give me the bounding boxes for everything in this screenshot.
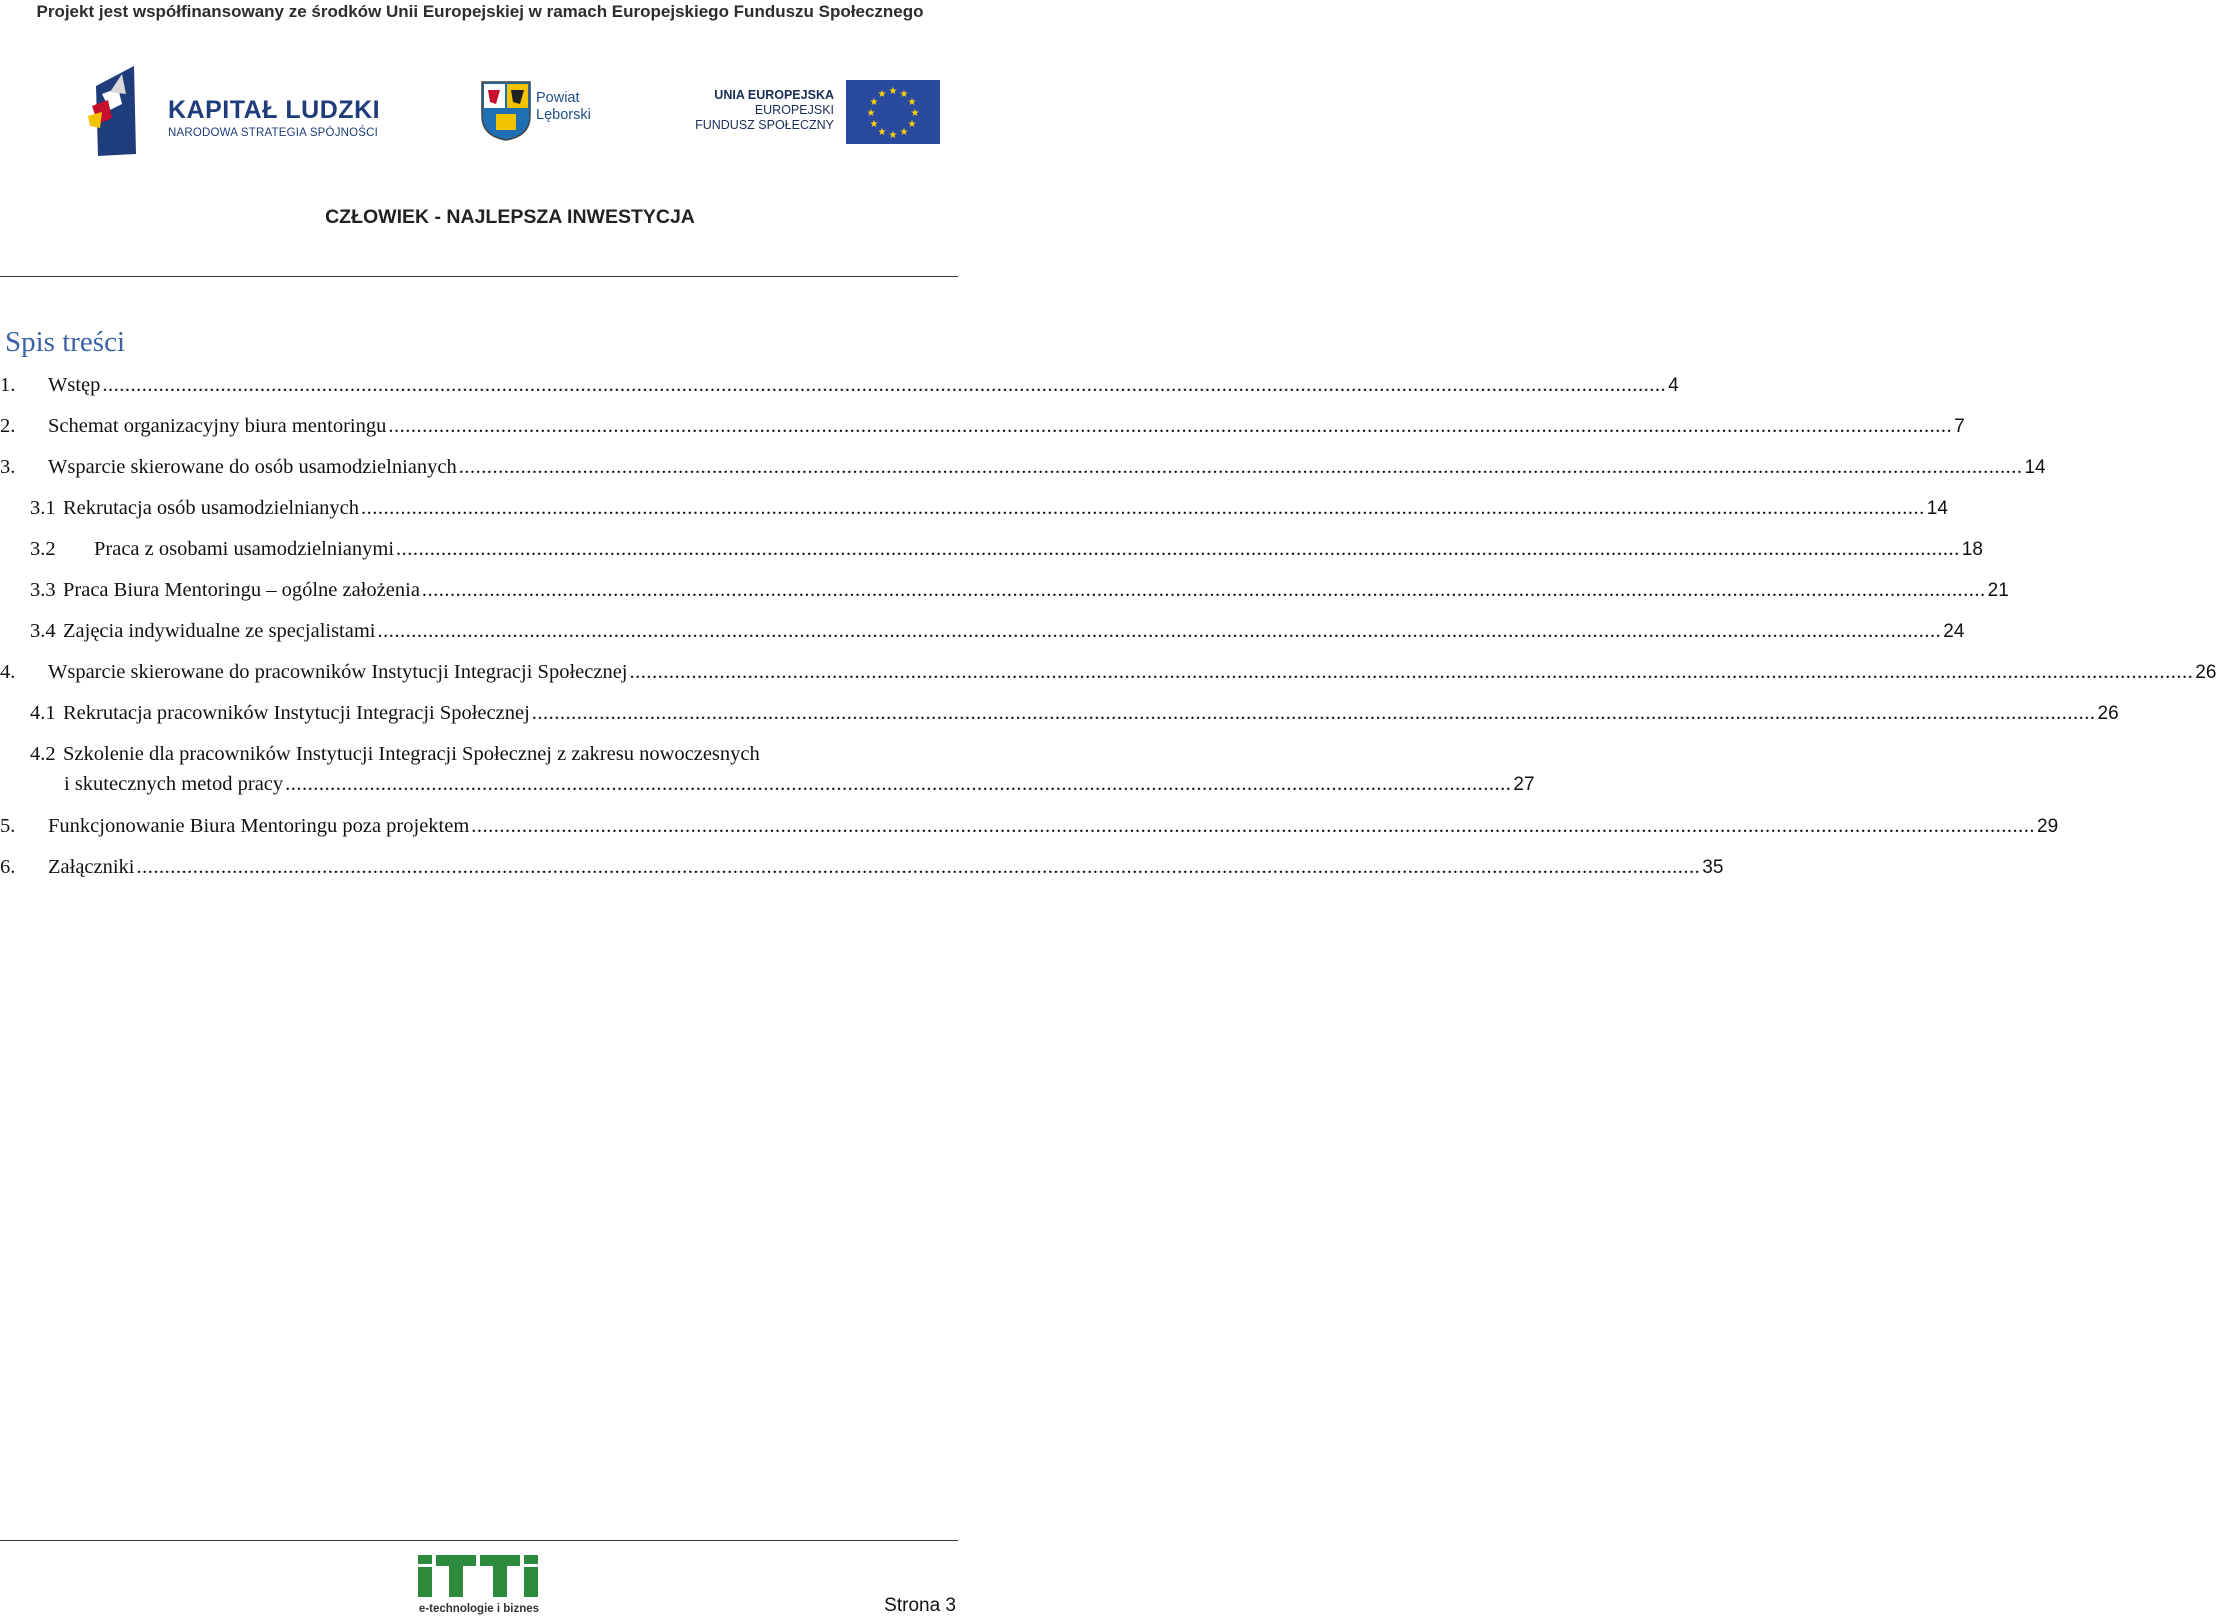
powiat-name [536,90,591,124]
eu-line3: FUNDUSZ SPOŁECZNY [695,118,834,132]
toc-entry-number: 2. [0,415,16,437]
toc-entry-number: 4.1 [30,702,56,724]
toc-entry-title: Praca Biura Mentoringu – ogólne założenia [63,579,420,601]
toc-entry-number: 3.4 [30,620,56,642]
toc-entry-title: Zajęcia indywidualne ze specjalistami [63,620,376,642]
toc-entry-number: 4. [0,661,16,683]
toc-entry-title: Rekrutacja osób usamodzielnianych [63,497,360,519]
kapital-ludzki-logo [88,66,388,162]
toc-entry-3-2[interactable] [30,536,1983,563]
svg-text:★: ★ [877,89,887,100]
toc-entry-number: 3. [0,456,16,478]
toc-entry-title: Wsparcie skierowane do pracowników Instytucji Integracji Społecznej [48,661,628,683]
toc-leader [471,813,2035,839]
svg-text:★: ★ [888,86,898,97]
svg-text:★: ★ [866,108,876,119]
svg-text:★: ★ [869,97,879,108]
toc-leader [459,454,2023,480]
kapital-ludzki-title: KAPITAŁ LUDZKI [168,96,381,124]
toc-entry-title: Funkcjonowanie Biura Mentoringu poza projektem [48,815,470,837]
toc-entry-page: 14 [2024,457,2046,478]
toc-entry-title: Praca z osobami usamodzielnianymi [94,538,395,560]
toc-entry-number: 3.3 [30,579,56,601]
eu-flag-icon [846,80,940,144]
coat-of-arms-icon [480,80,532,142]
powiat-leborski-logo [480,80,620,146]
toc-entry-page: 21 [1987,580,2009,601]
toc-entry-4[interactable] [0,659,2216,686]
toc-entry-title: Szkolenie dla pracowników Instytucji Integracji Społecznej z zakresu nowoczesnych [63,743,760,765]
eu-line1: UNIA EUROPEJSKA [714,88,834,102]
toc-leader [388,413,1952,439]
svg-text:★: ★ [877,127,887,138]
kapital-ludzki-subtitle: NARODOWA STRATEGIA SPÓJNOŚCI [168,127,379,139]
toc-entry-3-3[interactable] [30,577,2009,604]
toc-entry-number: 6. [0,856,16,878]
svg-text:★: ★ [869,119,879,130]
funding-banner: Projekt jest współfinansowany ze środków Unii Europejskiej w ramach Europejskiego Funduszu Społecznego [36,2,924,21]
toc-entry-page: 27 [1513,774,1535,795]
eu-line2: EUROPEJSKI [754,103,834,117]
toc-leader [102,372,1666,398]
toc-leader: .......................................................................................................................................................................................................................... [285,773,1512,795]
toc-entry-page: 29 [2037,816,2059,837]
toc-heading: Spis treści [5,326,126,358]
toc-entry-page: 18 [1961,539,1983,560]
toc-entry-title: Załączniki [48,856,135,878]
toc-entry-number: 5. [0,815,16,837]
toc-leader [396,536,1960,562]
svg-text:★: ★ [888,130,898,141]
toc-entry-2[interactable] [0,413,1965,440]
svg-text:★: ★ [899,127,909,138]
eu-logo-text [695,88,834,133]
kapital-ludzki-emblem [88,66,160,162]
toc-entry-5[interactable] [0,813,2059,840]
toc-entry-line [30,741,955,767]
toc-entry-title: Wstęp [48,374,101,396]
svg-text:★: ★ [907,119,917,130]
toc-entry-title: Schemat organizacyjny biura mentoringu [48,415,387,437]
eu-logo [695,80,940,146]
toc-leader [378,618,1942,644]
toc-entry-4-1[interactable] [30,700,2119,727]
toc-entry-page: 26 [2195,662,2216,683]
toc-entry-6[interactable] [0,854,1724,881]
toc-leader [137,854,1701,880]
toc-leader [422,577,1986,603]
powiat-line1: Powiat [536,90,580,106]
toc-leader [630,659,2194,685]
header-divider [0,276,958,277]
slogan: CZŁOWIEK - NAJLEPSZA INWESTYCJA [325,206,695,228]
itti-logo [414,1553,544,1619]
powiat-line2: Lęborski [536,107,591,123]
toc-entry-title: Wsparcie skierowane do osób usamodzielnianych [48,456,457,478]
toc-entry-3-1[interactable] [30,495,1948,522]
toc-entry-number: 4.2 [30,743,56,765]
toc-entry-3-4[interactable] [30,618,1965,645]
toc-entry-page: 26 [2097,703,2119,724]
toc-entry-number: 3.2 [30,538,56,560]
toc-entry-page: 4 [1668,375,1679,396]
toc-leader [361,495,1925,521]
toc-entry-3[interactable] [0,454,2046,481]
itti-logo-mark [414,1553,544,1601]
svg-text:★: ★ [910,108,920,119]
toc-entry-number: 1. [0,374,16,396]
toc-entry-page: 35 [1702,857,1724,878]
itti-caption: e-technologie i biznes [418,1603,540,1615]
toc-entry-title-continued: i skutecznych metod pracy [64,773,284,795]
svg-text:★: ★ [899,89,909,100]
toc-entry-1[interactable] [0,372,1679,399]
toc-entry-page: 24 [1943,621,1965,642]
toc-entry-line [64,771,1535,798]
toc-entry-number: 3.1 [30,497,56,519]
page-number: Strona 3 [884,1595,956,1616]
toc-entry-page: 7 [1954,416,1965,437]
toc-leader [532,700,2096,726]
toc-entry-page: 14 [1926,498,1948,519]
footer-divider [0,1540,958,1541]
svg-text:★: ★ [907,97,917,108]
toc-entry-title: Rekrutacja pracowników Instytucji Integracji Społecznej [63,702,530,724]
